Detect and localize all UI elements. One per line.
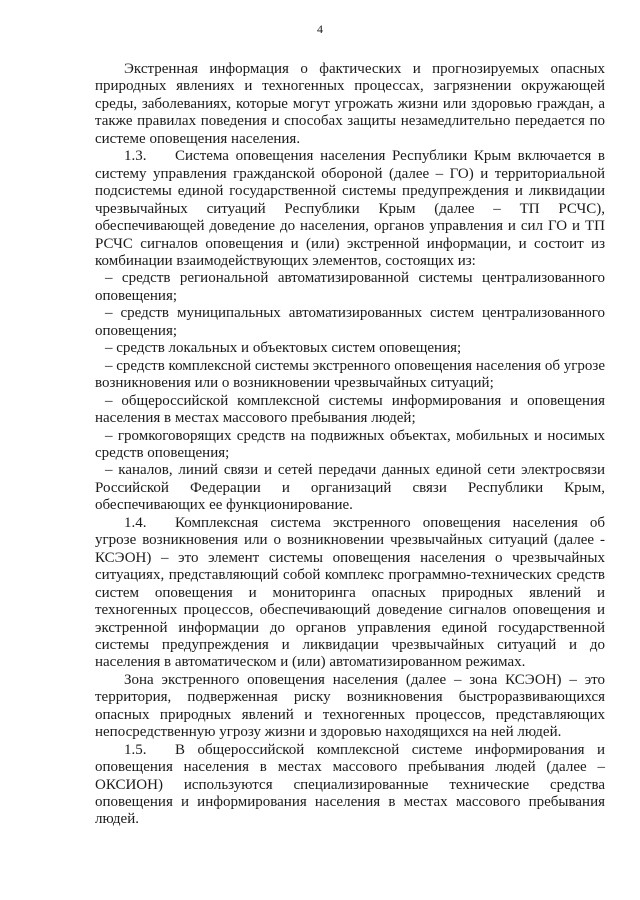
section-number: 1.3. xyxy=(124,148,147,165)
paragraph-text: В общероссийской комплексной системе информирования и оповещения населения в местах массового пребывания людей (далее – ОКСИОН) используются специализированные технические средства оповещения и информирования населения в местах массового пребывания людей. xyxy=(95,741,605,828)
paragraph-1-5 xyxy=(95,742,605,829)
page-number: 4 xyxy=(317,22,323,36)
paragraph-1-3 xyxy=(95,148,605,270)
paragraph-kseon-zone: Зона экстренного оповещения населения (далее – зона КСЭОН) – это территория, подверженная риску возникновения быстроразвивающихся опасных природных явлений и техногенных процессов, представляющих непосредственную угрозу жизни и здоровью находящихся на ней людей. xyxy=(95,671,605,741)
paragraph-emergency-info: Экстренная информация о фактических и прогнозируемых опасных природных явлениях и техногенных процессах, загрязнении окружающей среды, заболеваниях, которые могут угрожать жизни или здоровью граждан, а также правилах поведения и способах защиты незамедлительно передается по системе оповещения населения. xyxy=(95,61,605,147)
list-item: – средств региональной автоматизированной системы централизованного оповещения; xyxy=(95,270,605,304)
list-item: – средств локальных и объектовых систем оповещения; xyxy=(105,340,462,357)
paragraph-text: Система оповещения населения Республики Крым включается в систему управления гражданской обороной (далее – ГО) и территориальной подсистемы единой государственной системы предупреждения и ликвидации чрезвычайных ситуаций Республики Крым (далее – ТП РСЧС), обеспечивающей доведение до населения, органов управления и сил ГО и ТП РСЧС сигналов оповещения и (или) экстренной информации, и состоит из комбинации взаимодействующих элементов, состоящих из: xyxy=(95,148,605,269)
list-item: – средств муниципальных автоматизированных систем централизованного оповещения; xyxy=(95,305,605,339)
paragraph-1-4 xyxy=(95,515,605,672)
list-item: – средств комплексной системы экстренного оповещения населения об угрозе возникновения или о возникновении чрезвычайных ситуаций; xyxy=(95,357,605,392)
section-number: 1.5. xyxy=(124,741,147,758)
list-item: – громкоговорящих средств на подвижных объектах, мобильных и носимых средств оповещения; xyxy=(95,427,605,461)
list-item: – каналов, линий связи и сетей передачи данных единой сети электросвязи Российской Федерации и организаций связи Республики Крым, обеспечивающих ее функционирование. xyxy=(95,462,605,514)
paragraph-text: Комплексная система экстренного оповещения населения об угрозе возникновения или о возникновении чрезвычайных ситуаций (далее - КСЭОН) – это элемент системы оповещения населения о чрезвычайных ситуациях, представляющий собой комплекс программно-технических средств систем оповещения и мониторинга опасных природных явлений и техногенных процессов, обеспечивающий доведение сигналов оповещения и экстренной информации до органов управления единой государственной системы предупреждения и ликвидации чрезвычайных ситуаций и до населения в автоматическом и (или) автоматизированном режимах. xyxy=(95,514,605,671)
list-item: – общероссийской комплексной системы информирования и оповещения населения в местах массового пребывания людей; xyxy=(95,392,605,427)
document-body xyxy=(95,61,605,829)
section-number: 1.4. xyxy=(124,514,147,531)
